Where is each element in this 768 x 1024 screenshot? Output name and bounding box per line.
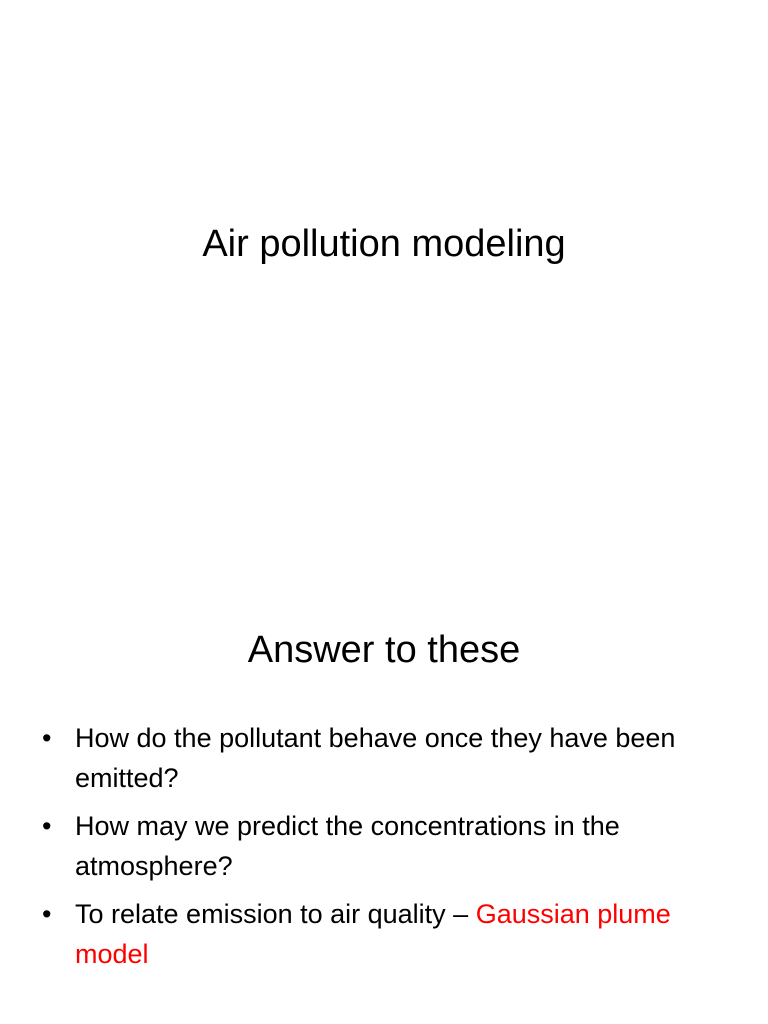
bullet-list [42,718,732,982]
bullet-dot-icon: • [42,899,52,929]
slide-2 [0,512,768,1024]
highlighted-text: Gaussian plume model [75,899,671,969]
slide-title: Air pollution modeling [202,223,566,265]
bullet-text: To relate emission to air quality – [75,899,476,929]
bullet-dot-icon: • [42,811,52,841]
bullet-text: How do the pollutant behave once they have been emitted? [75,723,676,793]
bullet-text: How may we predict the concentrations in the atmosphere? [75,811,620,881]
bullet-item [42,894,732,974]
bullet-item [42,806,732,886]
bullet-dot-icon: • [42,723,52,753]
bullet-item [42,718,732,798]
slide-title: Answer to these [247,629,521,671]
